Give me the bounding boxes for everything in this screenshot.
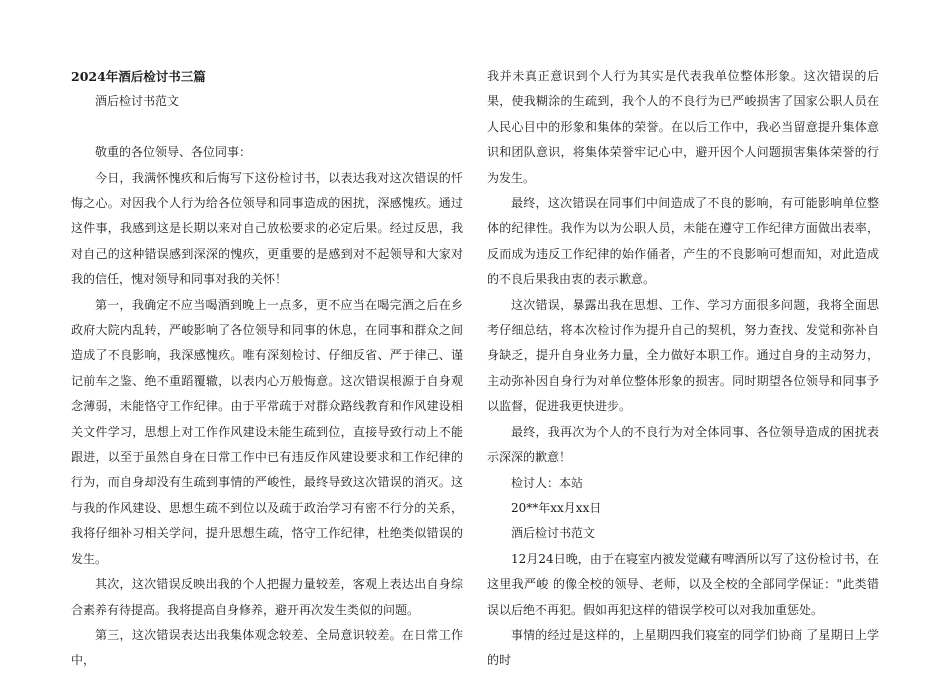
paragraph: 12月24日晚，由于在寝室内被发觉藏有啤酒所以写了这份检讨书，在这里我严峻 的像全校的领导、老师，以及全校的全部同学保证："此类错误以后绝不再犯。假如再犯这样的错误学校可以对我加重惩处。 [487,551,879,617]
paragraph: 其次，这次错误反映出我的个人把握力量较差，客观上表达出自身综合素养有待提高。我将提高自身修养，避开再次发生类似的问题。 [71,577,463,617]
paragraph: 第一，我确定不应当喝酒到晚上一点多，更不应当在喝完酒之后在乡政府大院内乱转，严峻影响了各位领导和同事的休息，在同事和群众之间造成了不良影响，我深感愧疚。唯有深刻检讨、仔细反省、严于律己、谨记前车之鉴、绝不重蹈覆辙，以表内心万般悔意。这次错误根源于自身观念薄弱，未能恪守工作纪律。由于平常疏于对群众路线教育和作风建设相关文件学习，思想上对工作作风建设未能生疏到位，直接导致行动上不能跟进，以至于虽然自身在日常工作中已有违反作风建设要求和工作纪律的行为，而自身却没有生疏到事情的严峻性，最终导致这次错误的消灭。这与我的作风建设、思想生疏不到位以及疏于政治学习有密不行分的关系，我将仔细补习相关学问，提升思想生疏，恪守工作纪律，杜绝类似错误的发生。 [71,297,463,566]
blank-line [71,115,463,140]
paragraph: 事情的经过是这样的，上星期四我们寝室的同学们协商 了星期日上学的时 [487,627,879,668]
paragraph: 第三，这次错误表达出我集体观念较差、全局意识较差。在日常工作中， [71,627,463,668]
document-title: 2024年酒后检讨书三篇 [71,69,206,84]
document-subtitle: 酒后检讨书范文 [95,94,180,109]
right-column [487,64,879,674]
paragraph: 最终，我再次为个人的不良行为对全体同事、各位领导造成的困扰表示深深的歉意！ [487,424,879,465]
date: 20**年xx月xx日 [511,500,602,515]
left-column [71,64,463,674]
paragraph-continued: 我并未真正意识到个人行为其实是代表我单位整体形象。这次错误的后果，使我糊涂的生疏到，我个人的不良行为已严峻损害了国家公职人员在人民心目中的形象和集体的荣誉。在以后工作中，我必当留意提升集体意识和团队意识，将集体荣誉牢记心中，避开因个人问题损害集体荣誉的行为发生。 [487,69,879,185]
signature: 检讨人：本站 [511,475,584,490]
paragraph: 最终，这次错误在同事们中间造成了不良的影响，有可能影响单位整体的纪律性。我作为以为公职人员，未能在遵守工作纪律方面做出表率，反而成为违反工作纪律的始作俑者，产生的不良影响可想而知，对此造成的不良后果我由衷的表示歉意。 [487,196,879,287]
paragraph: 今日，我满怀愧疚和后悔写下这份检讨书，以表达我对这次错误的忏悔之心。对因我个人行为给各位领导和同事造成的困扰，深感愧疚。通过这件事，我感到这是长期以来对自己放松要求的必定后果。经过反思，我对自己的这种错误感到深深的愧疚，更重要的是感到对不起领导和大家对我的信任，愧对领导和同事对我的关怀！ [71,170,463,287]
greeting: 敬重的各位领导、各位同事： [95,145,252,160]
second-title: 酒后检讨书范文 [511,526,596,541]
paragraph: 这次错误，暴露出我在思想、工作、学习方面很多问题，我将全面思考仔细总结，将本次检讨作为提升自己的契机，努力查找、发觉和弥补自身缺乏，提升自身业务力量，全力做好本职工作。通过自身的主动努力，主动弥补因自身行为对单位整体形象的损害。同时期望各位领导和同事予以监督，促进我更快进步。 [487,297,879,414]
